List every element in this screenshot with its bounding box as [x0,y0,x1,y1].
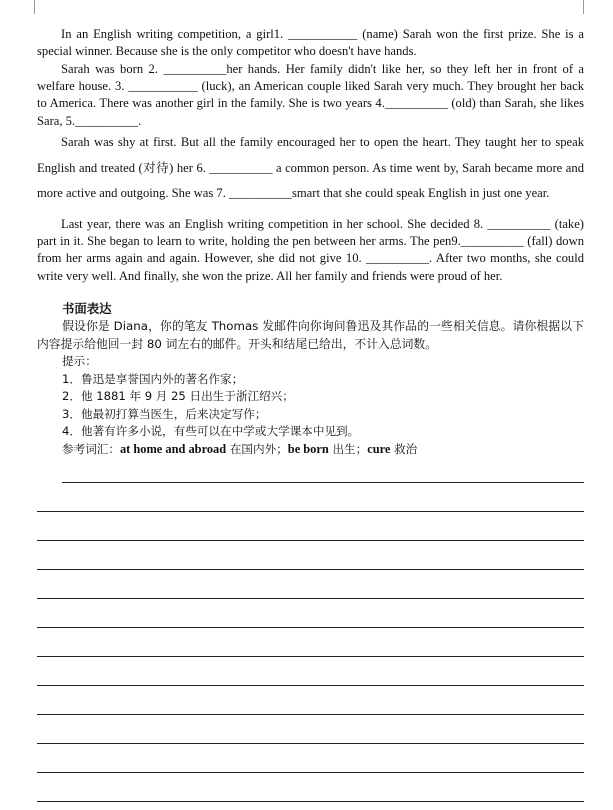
page-corner-mark [24,0,35,14]
hint-item-2: 2．他 1881 年 9 月 25 日出生于浙江绍兴； [62,389,294,403]
answer-line[interactable] [37,540,584,541]
hint-item-4: 4．他著有许多小说，有些可以在中学或大学课本中见到。 [62,424,360,438]
answer-line[interactable] [37,569,584,570]
writing-prompt: 假设你是 Diana，你的笔友 Thomas 发邮件向你询问鲁迅及其作品的一些相关信息。请你根据以下内容提示给他回一封 80 词左右的邮件。开头和结尾已给出，不计入总词数。 [37,319,584,351]
hint-item-1: 1．鲁迅是享誉国内外的著名作家； [62,372,244,386]
answer-line[interactable] [62,482,584,483]
reference-vocabulary: 参考词汇：at home and abroad 在国内外；be born 出生；cure 救治 [62,442,418,456]
answer-line[interactable] [37,714,584,715]
answer-line[interactable] [37,656,584,657]
passage-paragraph-4: Last year, there was an English writing competition in her school. She decided 8. __________ (take) part in it. She began to learn to write, holding the pen between her arms. The pen9.__________ (fall) down from her arms again and again. However, she did not give 10. __________. After two months, she could write very well. And finally, she won the prize. All her family and friends were proud of her. [37,217,584,283]
hints-label: 提示： [62,354,97,368]
answer-line[interactable] [37,685,584,686]
answer-line[interactable] [37,511,584,512]
passage-paragraph-2: Sarah was born 2. __________her hands. Her family didn't like her, so they left her in front of a welfare house. 3. ___________ (luck), an American couple liked Sarah very much. They brought her back to America. There was another girl in the family. She is two years 4.__________ (old) than Sarah, she likes Sara, 5.__________. [37,62,584,128]
passage-paragraph-3: Sarah was shy at first. But all the family encouraged her to open the heart. They taught her to speak English and treated (对待) her 6. __________ a common person. As time went by, Sarah became more and more active and outgoing. She was 7. __________smart that she could speak English in just one year. [37,135,584,200]
passage-paragraph-1: In an English writing competition, a girl1. ___________ (name) Sarah won the first prize. She is a special winner. Because she is the only competitor who doesn't have hands. [37,27,584,59]
answer-line[interactable] [37,801,584,802]
writing-heading: 书面表达 [62,301,112,316]
answer-line[interactable] [37,772,584,773]
answer-line[interactable] [37,627,584,628]
answer-line[interactable] [37,598,584,599]
page-corner-mark [583,0,594,14]
hint-item-3: 3．他最初打算当医生，后来决定写作； [62,407,267,421]
answer-line[interactable] [37,743,584,744]
